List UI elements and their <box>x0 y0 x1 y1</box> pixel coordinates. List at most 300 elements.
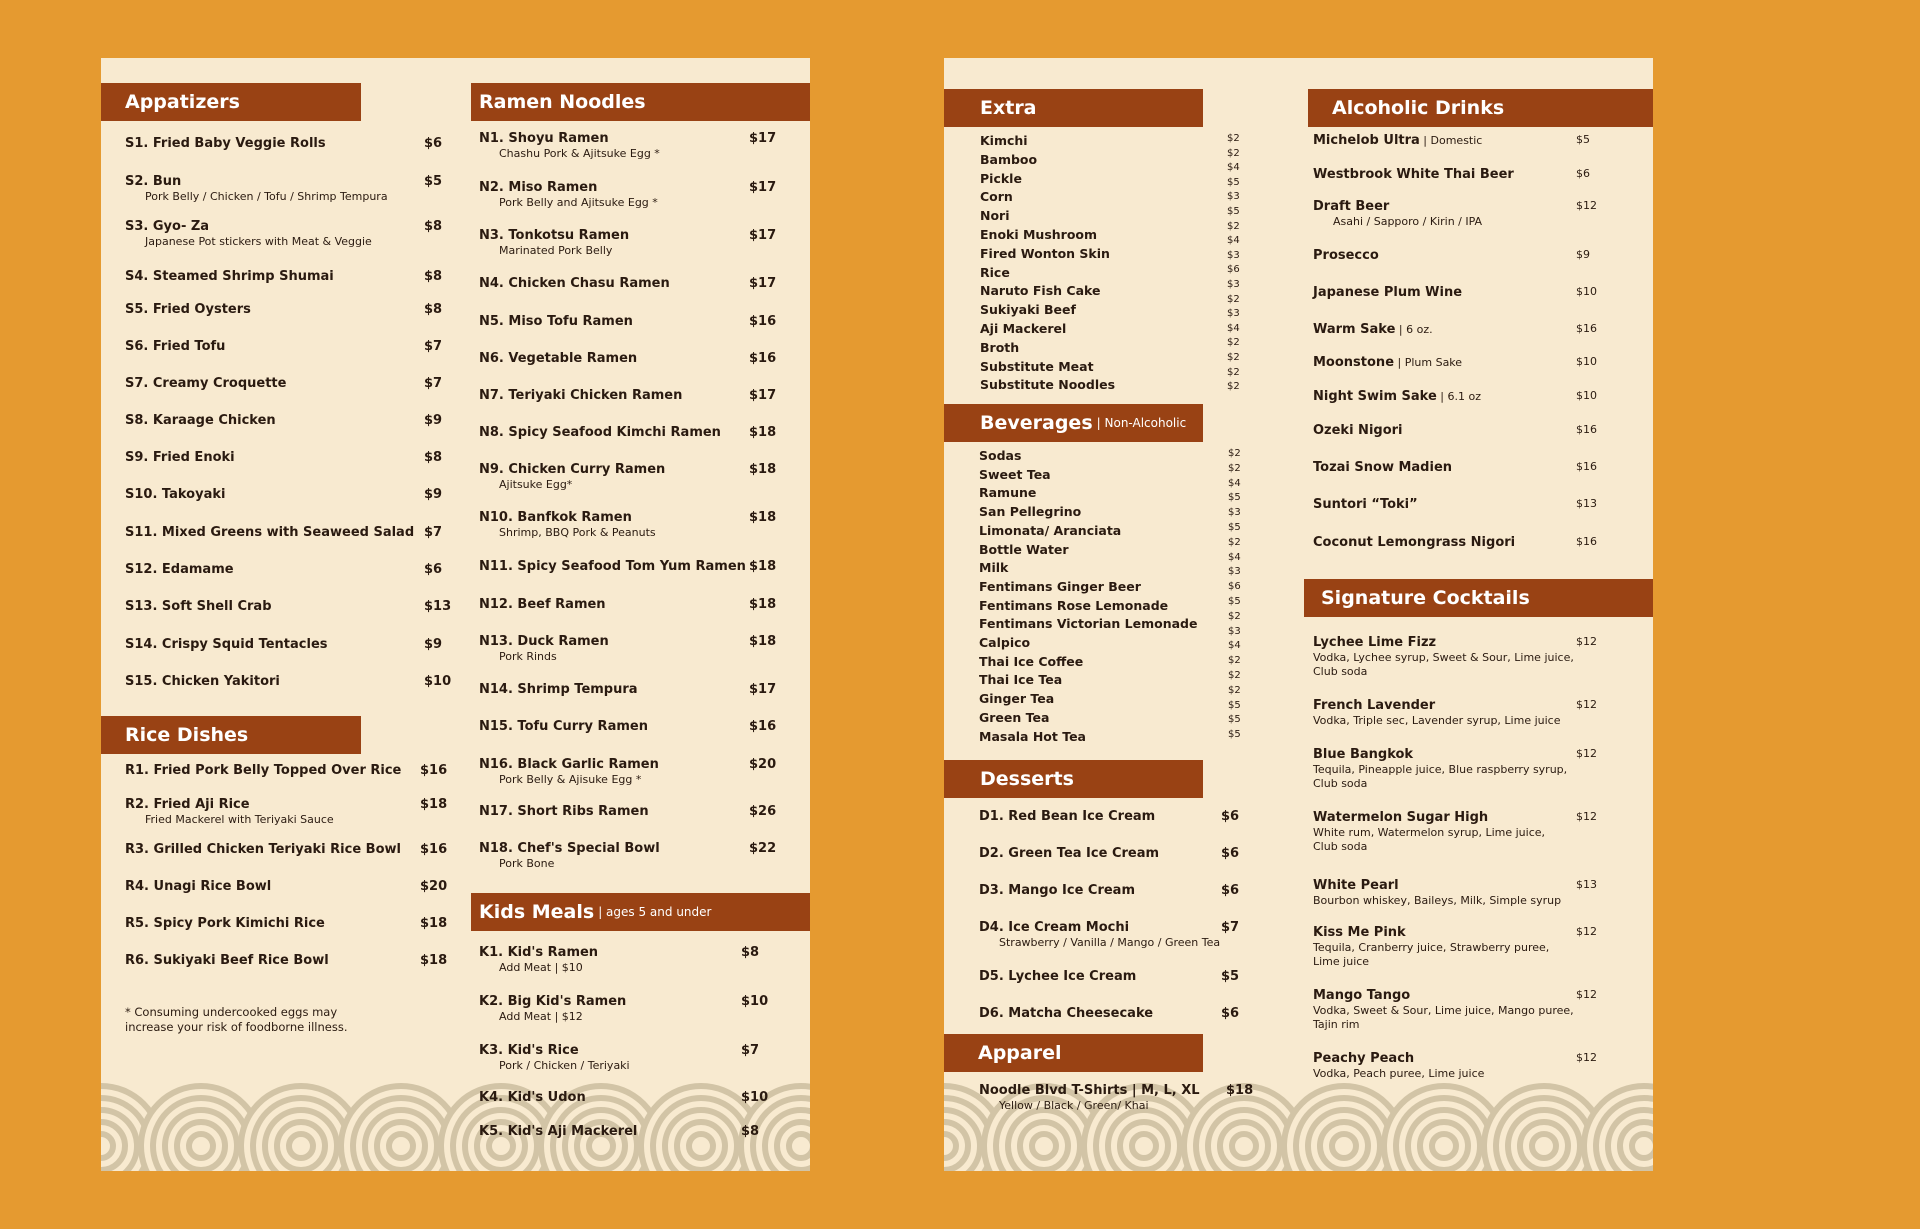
item-name <box>979 598 1168 613</box>
item-name <box>980 321 1066 336</box>
item-price: $5 <box>1228 714 1241 725</box>
item-price: $5 <box>1227 206 1240 217</box>
item-name-detail: | 6 oz. <box>1395 323 1433 336</box>
item-price: $8 <box>741 945 760 960</box>
menu-page-left <box>101 58 810 1171</box>
item-price: $17 <box>749 131 777 146</box>
item-name-text: K3. Kid's Rice <box>479 1043 579 1058</box>
item-name <box>980 208 1010 223</box>
item-name-text: French Lavender <box>1313 698 1436 713</box>
item-price: $2 <box>1228 611 1241 622</box>
item-name <box>980 246 1110 261</box>
item-name <box>979 485 1036 500</box>
item-name-text: Masala Hot Tea <box>979 729 1086 744</box>
item-price: $10 <box>424 674 452 689</box>
item-price: $5 <box>1576 133 1590 146</box>
item-name <box>479 180 597 195</box>
item-name <box>980 302 1076 317</box>
item-name <box>979 635 1030 650</box>
item-name <box>479 276 670 291</box>
item-price: $5 <box>1227 177 1240 188</box>
extra-header <box>944 89 1203 127</box>
item-price: $2 <box>1228 655 1241 666</box>
item-price: $6 <box>1576 167 1590 180</box>
item-name-text: Substitute Meat <box>980 359 1094 374</box>
item-price: $9 <box>424 487 443 502</box>
item-name <box>979 542 1069 557</box>
item-price: $16 <box>420 763 448 778</box>
item-name-text: White Pearl <box>1313 878 1399 893</box>
item-name-text: Blue Bangkok <box>1313 747 1414 762</box>
kids-subtitle: | ages 5 and under <box>598 905 712 919</box>
item-price: $10 <box>1576 355 1597 368</box>
item-name-text: D1. Red Bean Ice Cream <box>979 809 1156 824</box>
item-price: $7 <box>1221 920 1240 935</box>
item-price: $12 <box>1576 698 1597 711</box>
item-name <box>1313 535 1515 550</box>
item-price: $2 <box>1228 685 1241 696</box>
item-name <box>979 504 1081 519</box>
item-price: $8 <box>424 269 443 284</box>
item-name <box>1313 389 1481 404</box>
item-price: $8 <box>424 450 443 465</box>
item-name <box>1313 635 1436 650</box>
item-name-text: Fentimans Ginger Beer <box>979 579 1141 594</box>
rice-title: Rice Dishes <box>125 724 249 746</box>
item-price: $16 <box>420 842 448 857</box>
beverages-title: Beverages <box>980 412 1093 434</box>
item-price: $18 <box>420 953 448 968</box>
item-name-text: N14. Shrimp Tempura <box>479 682 638 697</box>
item-name-text: Ginger Tea <box>979 691 1055 706</box>
item-price: $12 <box>1576 635 1597 648</box>
item-name <box>479 425 721 440</box>
item-description: Club soda <box>1313 777 1368 790</box>
item-price: $17 <box>749 388 777 403</box>
item-name-text: Moonstone <box>1313 355 1395 370</box>
item-name <box>125 450 235 465</box>
item-price: $12 <box>1576 1051 1597 1064</box>
item-name-text: Corn <box>980 189 1013 204</box>
item-name <box>125 879 271 894</box>
item-name <box>1313 988 1410 1003</box>
item-price: $18 <box>749 634 777 649</box>
item-name-text: Fentimans Rose Lemonade <box>979 598 1169 613</box>
item-name <box>1313 925 1406 940</box>
rice-header <box>101 716 361 754</box>
item-name-text: N17. Short Ribs Ramen <box>479 804 649 819</box>
item-name-text: S2. Bun <box>125 174 182 189</box>
item-price: $4 <box>1228 640 1241 651</box>
item-price: $16 <box>749 719 777 734</box>
item-name-text: Milk <box>979 560 1009 575</box>
item-name-text: S7. Creamy Croquette <box>125 376 287 391</box>
item-price: $13 <box>1576 497 1597 510</box>
item-price: $3 <box>1227 191 1240 202</box>
item-name-text: Sweet Tea <box>979 467 1051 482</box>
item-name <box>1313 747 1413 762</box>
item-name-text: S6. Fried Tofu <box>125 339 226 354</box>
item-name-text: Suntori “Toki” <box>1313 497 1418 512</box>
item-name <box>979 448 1021 463</box>
item-description: Strawberry / Vanilla / Mango / Green Tea <box>999 936 1221 949</box>
item-price: $9 <box>1576 248 1590 261</box>
item-price: $5 <box>1228 522 1241 533</box>
item-price: $12 <box>1576 988 1597 1001</box>
item-name <box>979 809 1155 824</box>
item-price: $3 <box>1227 308 1240 319</box>
item-name-text: Thai Ice Coffee <box>979 654 1084 669</box>
item-price: $7 <box>424 339 443 354</box>
ramen-header <box>471 83 810 121</box>
item-name-text: Noodle Blvd T-Shirts | M, L, XL <box>979 1083 1200 1098</box>
item-price: $7 <box>741 1043 760 1058</box>
item-name <box>979 467 1051 482</box>
item-description: Tequila, Cranberry juice, Strawberry puree, <box>1313 941 1550 954</box>
item-price: $2 <box>1228 448 1241 459</box>
item-name-text: S15. Chicken Yakitori <box>125 674 280 689</box>
item-price: $6 <box>424 136 443 151</box>
item-name <box>479 351 637 366</box>
item-name <box>479 682 638 697</box>
item-name <box>1313 497 1418 512</box>
item-name-text: S12. Edamame <box>125 562 234 577</box>
item-name <box>125 674 280 689</box>
item-name <box>479 634 609 649</box>
item-name-text: Watermelon Sugar High <box>1313 810 1489 825</box>
item-price: $13 <box>1576 878 1597 891</box>
item-price: $6 <box>1221 809 1240 824</box>
item-name <box>980 340 1019 355</box>
item-price: $26 <box>749 804 777 819</box>
item-description: Ajitsuke Egg* <box>499 478 573 491</box>
item-name-text: Lychee Lime Fizz <box>1313 635 1437 650</box>
item-name-text: S8. Karaage Chicken <box>125 413 276 428</box>
item-name-text: Japanese Plum Wine <box>1313 285 1463 300</box>
item-price: $16 <box>749 351 777 366</box>
item-description: Add Meat | $10 <box>499 961 583 974</box>
item-name <box>1313 199 1389 214</box>
item-description: Tajin rim <box>1313 1018 1360 1031</box>
item-name <box>125 269 334 284</box>
item-name-text: Enoki Mushroom <box>980 227 1098 242</box>
item-name <box>980 171 1022 186</box>
item-name <box>479 841 660 856</box>
item-name-text: D5. Lychee Ice Cream <box>979 969 1137 984</box>
item-name <box>979 616 1197 631</box>
item-description: Vodka, Triple sec, Lavender syrup, Lime juice <box>1313 714 1561 727</box>
item-price: $18 <box>420 916 448 931</box>
item-name-text: Nori <box>980 208 1010 223</box>
item-name <box>1313 423 1403 438</box>
item-name-text: K5. Kid's Aji Mackerel <box>479 1124 638 1139</box>
item-name-text: R4. Unagi Rice Bowl <box>125 879 272 894</box>
item-price: $17 <box>749 276 777 291</box>
item-name <box>125 136 326 151</box>
appetizers-header <box>101 83 361 121</box>
item-name-text: D4. Ice Cream Mochi <box>979 920 1130 935</box>
item-name-text: N16. Black Garlic Ramen <box>479 757 659 772</box>
item-price: $2 <box>1227 352 1240 363</box>
item-name-text: Ramune <box>979 485 1037 500</box>
item-price: $3 <box>1228 566 1241 577</box>
item-name-text: N4. Chicken Chasu Ramen <box>479 276 670 291</box>
item-name-text: N12. Beef Ramen <box>479 597 606 612</box>
ramen-title: Ramen Noodles <box>479 91 646 113</box>
item-name-text: Green Tea <box>979 710 1050 725</box>
item-description: Yellow / Black / Green/ Khai <box>999 1099 1149 1112</box>
item-name-text: S10. Takoyaki <box>125 487 226 502</box>
item-description: Bourbon whiskey, Baileys, Milk, Simple syrup <box>1313 894 1562 907</box>
item-name <box>125 916 325 931</box>
item-description: Pork Belly / Chicken / Tofu / Shrimp Tempura <box>145 190 388 203</box>
item-name <box>1313 248 1379 263</box>
item-name-text: Calpico <box>979 635 1031 650</box>
item-price: $2 <box>1228 537 1241 548</box>
item-name-text: N1. Shoyu Ramen <box>479 131 609 146</box>
kids-header <box>471 893 810 931</box>
item-price: $16 <box>1576 423 1597 436</box>
item-name-text: Westbrook White Thai Beer <box>1313 167 1514 182</box>
item-name <box>125 376 286 391</box>
item-name <box>979 523 1121 538</box>
menu-page-right <box>944 58 1653 1171</box>
item-name <box>125 842 401 857</box>
cocktails-title: Signature Cocktails <box>1321 587 1530 609</box>
item-name-text: Kiss Me Pink <box>1313 925 1406 940</box>
item-price: $18 <box>749 597 777 612</box>
item-name-text: Pickle <box>980 171 1022 186</box>
item-description: Add Meat | $12 <box>499 1010 583 1023</box>
item-name <box>125 797 250 812</box>
item-name-text: Fired Wonton Skin <box>980 246 1110 261</box>
item-name-text: Substitute Noodles <box>980 377 1116 392</box>
item-name <box>479 559 746 574</box>
cocktails-header <box>1304 579 1653 617</box>
item-name-text: D3. Mango Ice Cream <box>979 883 1135 898</box>
item-name-text: San Pellegrino <box>979 504 1082 519</box>
item-description: Tequila, Pineapple juice, Blue raspberry syrup, <box>1313 763 1568 776</box>
item-price: $4 <box>1228 478 1241 489</box>
item-name <box>479 719 648 734</box>
item-name <box>980 283 1100 298</box>
item-name <box>979 969 1136 984</box>
item-name <box>980 152 1037 167</box>
item-name <box>979 1006 1153 1021</box>
item-name <box>125 525 414 540</box>
item-name-text: S13. Soft Shell Crab <box>125 599 272 614</box>
item-name <box>980 265 1010 280</box>
item-price: $22 <box>749 841 777 856</box>
item-name-detail: | Domestic <box>1419 134 1483 147</box>
item-name-text: N3. Tonkotsu Ramen <box>479 228 630 243</box>
item-price: $13 <box>424 599 452 614</box>
item-price: $3 <box>1228 507 1241 518</box>
alcohol-title: Alcoholic Drinks <box>1332 97 1505 119</box>
item-price: $10 <box>1576 285 1597 298</box>
item-price: $5 <box>424 174 443 189</box>
item-name-text: Bottle Water <box>979 542 1069 557</box>
item-description: Pork / Chicken / Teriyaki <box>499 1059 630 1072</box>
item-name-text: Naruto Fish Cake <box>980 283 1101 298</box>
item-name <box>125 953 329 968</box>
item-price: $10 <box>1576 389 1597 402</box>
item-name-text: Thai Ice Tea <box>979 672 1063 687</box>
item-name <box>125 487 225 502</box>
item-name-text: K1. Kid's Ramen <box>479 945 599 960</box>
item-price: $18 <box>420 797 448 812</box>
item-name-text: N9. Chicken Curry Ramen <box>479 462 666 477</box>
item-name <box>1313 133 1482 148</box>
item-description: Vodka, Peach puree, Lime juice <box>1313 1067 1485 1080</box>
item-name <box>980 189 1013 204</box>
item-name-text: Ozeki Nigori <box>1313 423 1403 438</box>
item-price: $5 <box>1221 969 1240 984</box>
item-description: Pork Rinds <box>499 650 557 663</box>
item-name <box>479 1090 586 1105</box>
item-name <box>1313 878 1399 893</box>
item-price: $5 <box>1228 492 1241 503</box>
egg-warning-note <box>125 1005 348 1035</box>
item-price: $2 <box>1227 133 1240 144</box>
item-name <box>479 388 682 403</box>
item-name <box>125 219 209 234</box>
item-name <box>1313 698 1435 713</box>
item-name <box>479 510 632 525</box>
item-name-detail: | Plum Sake <box>1394 356 1463 369</box>
item-description: Shrimp, BBQ Pork & Peanuts <box>499 526 656 539</box>
item-name <box>1313 460 1452 475</box>
item-description: Marinated Pork Belly <box>499 244 613 257</box>
item-name <box>1313 1051 1414 1066</box>
item-price: $18 <box>749 559 777 574</box>
item-name-text: Kimchi <box>980 133 1028 148</box>
item-price: $17 <box>749 180 777 195</box>
item-price: $8 <box>424 219 443 234</box>
item-name <box>980 227 1097 242</box>
item-name <box>979 672 1062 687</box>
item-price: $9 <box>424 413 443 428</box>
item-name-text: Prosecco <box>1313 248 1379 263</box>
item-price: $9 <box>424 637 443 652</box>
item-name <box>479 804 649 819</box>
item-price: $8 <box>741 1124 760 1139</box>
item-name <box>979 560 1008 575</box>
item-name-text: Fentimans Victorian Lemonade <box>979 616 1198 631</box>
item-name-text: N13. Duck Ramen <box>479 634 609 649</box>
item-price: $6 <box>424 562 443 577</box>
item-name <box>979 729 1086 744</box>
item-price: $5 <box>1228 700 1241 711</box>
item-name <box>1313 322 1433 337</box>
item-price: $3 <box>1228 626 1241 637</box>
beverages-header <box>944 404 1203 442</box>
item-name-text: Limonata/ Aranciata <box>979 523 1122 538</box>
item-name <box>980 377 1115 392</box>
item-price: $3 <box>1227 279 1240 290</box>
item-name-text: Aji Mackerel <box>980 321 1067 336</box>
item-name-text: K4. Kid's Udon <box>479 1090 586 1105</box>
item-name <box>479 597 606 612</box>
item-price: $16 <box>1576 322 1597 335</box>
item-name <box>125 339 225 354</box>
apparel-header <box>944 1034 1203 1072</box>
beverages-subtitle: | Non-Alcoholic <box>1096 416 1187 430</box>
item-name <box>125 174 181 189</box>
item-name-text: N10. Banfkok Ramen <box>479 510 632 525</box>
item-name <box>1313 167 1514 182</box>
item-description: White rum, Watermelon syrup, Lime juice, <box>1313 826 1546 839</box>
item-name-text: R5. Spicy Pork Kimichi Rice <box>125 916 325 931</box>
item-name <box>125 302 251 317</box>
item-description: Vodka, Lychee syrup, Sweet & Sour, Lime juice, <box>1313 651 1574 664</box>
item-price: $12 <box>1576 199 1597 212</box>
item-name-text: R2. Fried Aji Rice <box>125 797 250 812</box>
item-name-text: S11. Mixed Greens with Seaweed Salad <box>125 525 415 540</box>
item-description: Pork Belly and Ajitsuke Egg * <box>499 196 658 209</box>
item-price: $6 <box>1228 581 1241 592</box>
item-price: $16 <box>1576 535 1597 548</box>
apparel-title: Apparel <box>978 1042 1062 1064</box>
item-price: $4 <box>1227 235 1240 246</box>
item-name-text: S9. Fried Enoki <box>125 450 235 465</box>
item-name <box>1313 355 1462 370</box>
item-name <box>979 883 1135 898</box>
desserts-title: Desserts <box>980 768 1074 790</box>
item-name <box>479 994 626 1009</box>
item-price: $2 <box>1227 148 1240 159</box>
item-name <box>979 1083 1200 1098</box>
item-name-text: N5. Miso Tofu Ramen <box>479 314 633 329</box>
note-line: * Consuming undercooked eggs may <box>125 1005 338 1019</box>
item-price: $2 <box>1227 294 1240 305</box>
item-name-text: Sukiyaki Beef <box>980 302 1076 317</box>
item-name-text: N2. Miso Ramen <box>479 180 598 195</box>
item-price: $5 <box>1228 596 1241 607</box>
item-name-text: Peachy Peach <box>1313 1051 1415 1066</box>
item-description: Vodka, Sweet & Sour, Lime juice, Mango puree, <box>1313 1004 1574 1017</box>
item-name-text: Warm Sake <box>1313 322 1396 337</box>
item-name-text: Rice <box>980 265 1010 280</box>
item-name <box>125 413 276 428</box>
item-name-text: S14. Crispy Squid Tentacles <box>125 637 328 652</box>
appetizers-title: Appatizers <box>125 91 240 113</box>
item-description: Pork Belly & Ajisuke Egg * <box>499 773 642 786</box>
desserts-header <box>944 760 1203 798</box>
item-price: $2 <box>1227 381 1240 392</box>
item-price: $12 <box>1576 810 1597 823</box>
item-name <box>125 637 328 652</box>
item-price: $12 <box>1576 747 1597 760</box>
item-name <box>479 757 659 772</box>
item-price: $8 <box>424 302 443 317</box>
item-name-text: N7. Teriyaki Chicken Ramen <box>479 388 683 403</box>
item-name <box>125 599 272 614</box>
item-name-text: S1. Fried Baby Veggie Rolls <box>125 136 326 151</box>
item-name-text: R1. Fried Pork Belly Topped Over Rice <box>125 763 402 778</box>
item-name <box>979 846 1159 861</box>
item-name-text: D2. Green Tea Ice Cream <box>979 846 1160 861</box>
item-description: Japanese Pot stickers with Meat & Veggie <box>145 235 372 248</box>
item-price: $6 <box>1221 1006 1240 1021</box>
item-name-text: S5. Fried Oysters <box>125 302 251 317</box>
item-description: Asahi / Sapporo / Kirin / IPA <box>1333 215 1483 228</box>
item-price: $20 <box>420 879 448 894</box>
item-price: $18 <box>749 462 777 477</box>
item-name <box>479 228 629 243</box>
item-name-text: N15. Tofu Curry Ramen <box>479 719 648 734</box>
item-name-text: R3. Grilled Chicken Teriyaki Rice Bowl <box>125 842 401 857</box>
